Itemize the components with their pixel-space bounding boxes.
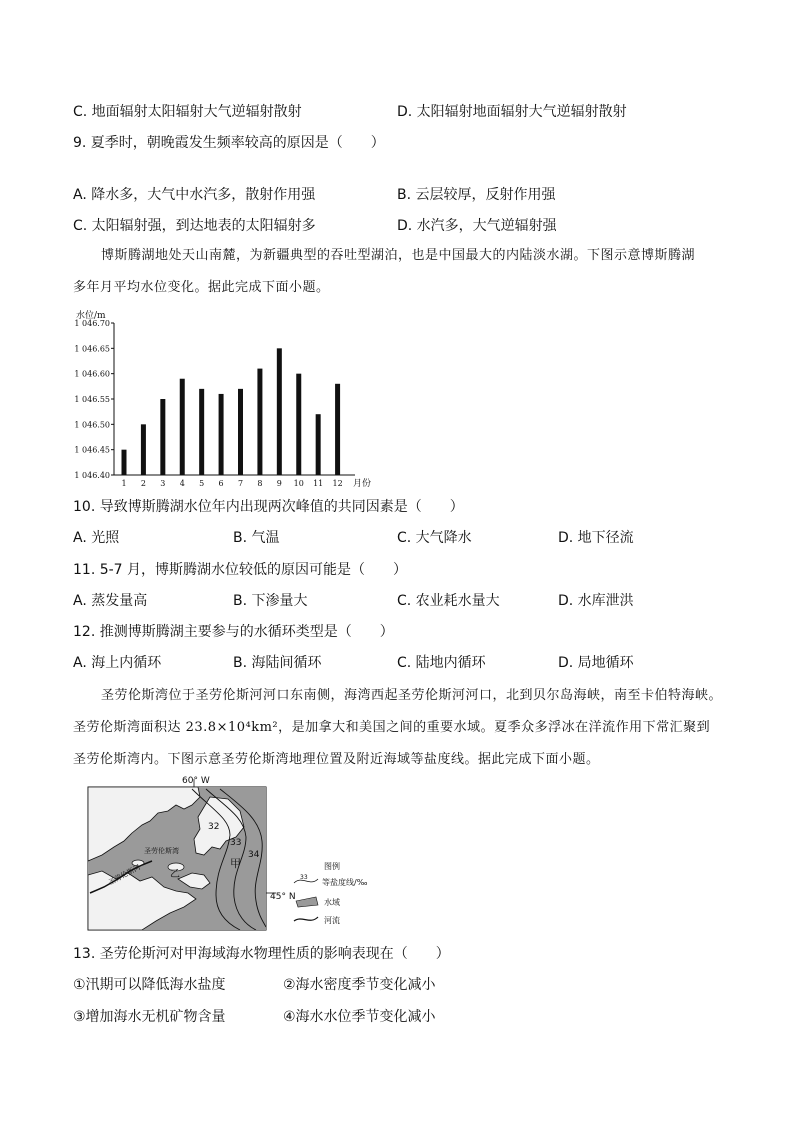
q8-option-d: D. 太阳辐射地面辐射大气逆辐射散射 bbox=[397, 104, 627, 120]
chart-y-ticks bbox=[74, 319, 114, 480]
legend-river-icon bbox=[294, 917, 318, 921]
chart-x-tick-label: 8 bbox=[257, 479, 263, 488]
passage-st-lawrence-line1: 圣劳伦斯湾位于圣劳伦斯河河口东南侧，海湾西起圣劳伦斯河河口，北到贝尔岛海峡，南至卡伯特海峡。 bbox=[101, 688, 723, 703]
chart-bar-month-10 bbox=[296, 374, 301, 475]
st-lawrence-map bbox=[80, 775, 380, 935]
legend-water-icon bbox=[296, 897, 318, 907]
q9-option-c: C. 太阳辐射强，到达地表的太阳辐射多 bbox=[73, 218, 316, 234]
chart-bar-month-6 bbox=[219, 394, 224, 475]
passage-bosten-line2: 多年月平均水位变化。据此完成下面小题。 bbox=[73, 280, 330, 295]
chart-bar-month-11 bbox=[316, 414, 321, 475]
chart-x-tick-label: 9 bbox=[276, 479, 282, 488]
q12-option-c: C. 陆地内循环 bbox=[397, 655, 486, 671]
chart-bar-month-5 bbox=[199, 389, 204, 475]
chart-y-tick-label: 1 046.40 bbox=[74, 471, 110, 480]
q10-option-b: B. 气温 bbox=[233, 530, 280, 546]
q12-option-a: A. 海上内循环 bbox=[73, 655, 162, 671]
chart-x-tick-label: 6 bbox=[218, 479, 224, 488]
legend-water-label: 水域 bbox=[324, 898, 340, 907]
chart-bars bbox=[122, 348, 341, 475]
chart-x-tick-label: 1 bbox=[121, 479, 127, 488]
chart-y-tick-label: 1 046.45 bbox=[74, 445, 110, 455]
chart-x-tick-label: 4 bbox=[179, 479, 185, 488]
map-isoline-label-33: 33 bbox=[230, 838, 242, 848]
chart-xlabel: 月份 bbox=[353, 479, 372, 489]
passage-bosten-lake bbox=[73, 240, 733, 304]
map-point-jia: 甲 bbox=[230, 857, 241, 870]
legend-isoline-value: 33 bbox=[300, 874, 308, 881]
chart-bar-month-8 bbox=[257, 369, 262, 475]
q11-option-b: B. 下渗量大 bbox=[233, 593, 308, 609]
q13-item-1: ①汛期可以降低海水盐度 bbox=[73, 977, 226, 993]
chart-bar-month-2 bbox=[141, 424, 146, 475]
q12-option-b: B. 海陆间循环 bbox=[233, 655, 322, 671]
map-river-label: 圣劳伦斯河 bbox=[107, 863, 142, 887]
q11-option-a: A. 蒸发量高 bbox=[73, 593, 148, 609]
q13-item-2: ②海水密度季节变化减小 bbox=[283, 977, 436, 993]
chart-bar-month-1 bbox=[122, 450, 127, 475]
q11-stem: 11. 5-7 月，博斯腾湖水位较低的原因可能是（ ） bbox=[73, 562, 408, 578]
map-gulf-label: 圣劳伦斯湾 bbox=[144, 847, 179, 855]
chart-x-ticks bbox=[121, 479, 342, 488]
q12-option-d: D. 局地循环 bbox=[558, 655, 634, 671]
map-isoline-label-32: 32 bbox=[208, 822, 220, 832]
chart-x-tick-label: 2 bbox=[140, 479, 146, 488]
q10-option-c: C. 大气降水 bbox=[397, 530, 472, 546]
chart-x-tick-label: 7 bbox=[237, 479, 244, 488]
legend-isoline-label: 等盐度线/‰ bbox=[322, 878, 368, 887]
chart-y-tick-label: 1 046.50 bbox=[74, 420, 110, 430]
q10-option-a: A. 光照 bbox=[73, 530, 120, 546]
chart-x-tick-label: 12 bbox=[332, 479, 343, 488]
q10-option-d: D. 地下径流 bbox=[558, 530, 634, 546]
chart-y-tick-label: 1 046.55 bbox=[74, 395, 110, 404]
q10-stem: 10. 导致博斯腾湖水位年内出现两次峰值的共同因素是（ ） bbox=[73, 499, 464, 515]
q11-option-d: D. 水库泄洪 bbox=[558, 593, 634, 609]
chart-y-tick-label: 1 046.65 bbox=[74, 344, 110, 354]
chart-ylabel: 水位/m bbox=[76, 311, 106, 321]
map-isoline-label-34: 34 bbox=[248, 850, 260, 860]
q9-option-a: A. 降水多，大气中水汽多，散射作用强 bbox=[73, 187, 316, 203]
passage-st-lawrence bbox=[73, 680, 733, 776]
chart-x-tick-label: 3 bbox=[160, 479, 166, 488]
map-longitude-label: 60° W bbox=[182, 776, 210, 786]
q8-option-c: C. 地面辐射太阳辐射大气逆辐射散射 bbox=[73, 104, 302, 120]
chart-y-tick-label: 1 046.60 bbox=[74, 369, 110, 379]
q9-stem: 9. 夏季时，朝晚霞发生频率较高的原因是（ ） bbox=[73, 135, 385, 151]
legend-title: 图例 bbox=[324, 862, 340, 871]
legend-river-label: 河流 bbox=[324, 916, 340, 925]
chart-x-tick-label: 10 bbox=[293, 479, 304, 488]
passage-bosten-line1: 博斯腾湖地处天山南麓，为新疆典型的吞吐型湖泊，也是中国最大的内陆淡水湖。下图示意博斯腾湖 bbox=[101, 248, 696, 263]
chart-bar-month-7 bbox=[238, 389, 243, 475]
map-point-yi: 乙 bbox=[170, 869, 180, 880]
q11-option-c: C. 农业耗水量大 bbox=[397, 593, 500, 609]
q9-option-b: B. 云层较厚，反射作用强 bbox=[397, 187, 556, 203]
q13-stem: 13. 圣劳伦斯河对甲海域海水物理性质的影响表现在（ ） bbox=[73, 946, 450, 962]
map-latitude-label: 45° N bbox=[270, 892, 296, 902]
q13-item-3: ③增加海水无机矿物含量 bbox=[73, 1009, 226, 1025]
q12-stem: 12. 推测博斯腾湖主要参与的水循环类型是（ ） bbox=[73, 624, 394, 640]
chart-bar-month-12 bbox=[335, 384, 340, 475]
chart-bar-month-3 bbox=[160, 399, 165, 475]
q13-item-4: ④海水水位季节变化减小 bbox=[283, 1009, 436, 1025]
chart-bar-month-9 bbox=[277, 348, 282, 475]
chart-y-tick-label: 1 046.70 bbox=[74, 319, 110, 328]
water-level-chart bbox=[70, 305, 372, 490]
passage-st-lawrence-line3: 圣劳伦斯湾内。下图示意圣劳伦斯湾地理位置及附近海域等盐度线。据此完成下面小题。 bbox=[73, 752, 600, 767]
chart-x-tick-label: 5 bbox=[199, 479, 205, 488]
chart-bar-month-4 bbox=[180, 379, 185, 475]
passage-st-lawrence-line2: 圣劳伦斯湾面积达 23.8×10⁴km²，是加拿大和美国之间的重要水域。夏季众多浮冰在洋流作用下常汇聚到 bbox=[73, 720, 711, 735]
chart-x-tick-label: 11 bbox=[313, 479, 324, 488]
q9-option-d: D. 水汽多，大气逆辐射强 bbox=[397, 218, 557, 234]
